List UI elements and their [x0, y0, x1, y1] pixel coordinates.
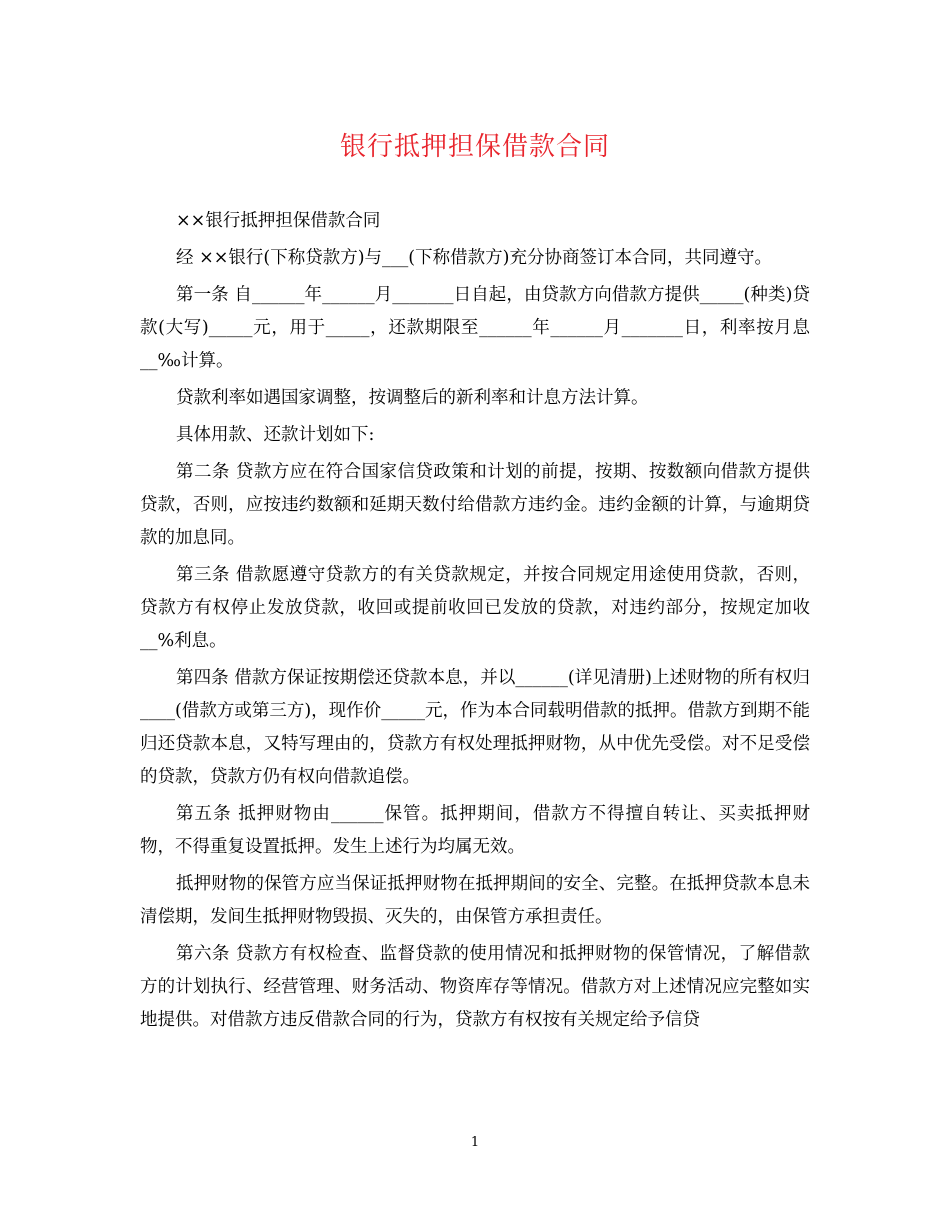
paragraph-article-2: 第二条 贷款方应在符合国家信贷政策和计划的前提，按期、按数额向借款方提供贷款，否则，应按违约数额和延期天数付给借款方违约金。违约金额的计算，与逾期贷款的加息同。 [140, 462, 810, 548]
paragraph-article-5: 第五条 抵押财物由______保管。抵押期间，借款方不得擅自转让、买卖抵押财物，不得重复设置抵押。发生上述行为均属无效。 [140, 804, 810, 857]
paragraph-article-1: 第一条 自______年______月_______日自起，由贷款方向借款方提供_____(种类)贷款(大写)_____元，用于_____，还款期限至______年______月_______日，利率按月息__‰计算。 [140, 285, 810, 371]
document-title: 银行抵押担保借款合同 [339, 132, 610, 162]
document-body [140, 205, 810, 1041]
paragraph-repayment-plan: 具体用款、还款计划如下: [176, 425, 375, 445]
paragraph-intro: 经 ××银行(下称贷款方)与___(下称借款方)充分协商签订本合同，共同遵守。 [176, 248, 772, 268]
paragraph-article-6: 第六条 贷款方有权检查、监督贷款的使用情况和抵押财物的保管情况，了解借款方的计划执行、经营管理、财务活动、物资库存等情况。借款方对上述情况应完整如实地提供。对借款方违反借款合同的行为，贷款方有权按有关规定给予信贷 [140, 944, 810, 1030]
paragraph-heading: ××银行抵押担保借款合同 [176, 211, 381, 231]
paragraph-custody: 抵押财物的保管方应当保证抵押财物在抵押期间的安全、完整。在抵押贷款本息未清偿期，发间生抵押财物毁损、灭失的，由保管方承担责任。 [140, 874, 810, 927]
paragraph-article-4: 第四条 借款方保证按期偿还贷款本息，并以______(详见清册)上述财物的所有权归____(借款方或第三方)，现作价_____元，作为本合同载明借款的抵押。借款方到期不能归还贷款本息，又特写理由的，贷款方有权处理抵押财物，从中优先受偿。对不足受偿的贷款，贷款方仍有权向借款追偿。 [140, 668, 810, 787]
paragraph-interest-adjustment: 贷款利率如遇国家调整，按调整后的新利率和计息方法计算。 [176, 388, 649, 408]
paragraph-article-3: 第三条 借款愿遵守贷款方的有关贷款规定，并按合同规定用途使用贷款，否则，贷款方有权停止发放贷款，收回或提前收回已发放的贷款，对违约部分，按规定加收__%利息。 [140, 565, 810, 651]
page-number: 1 [470, 1135, 480, 1150]
